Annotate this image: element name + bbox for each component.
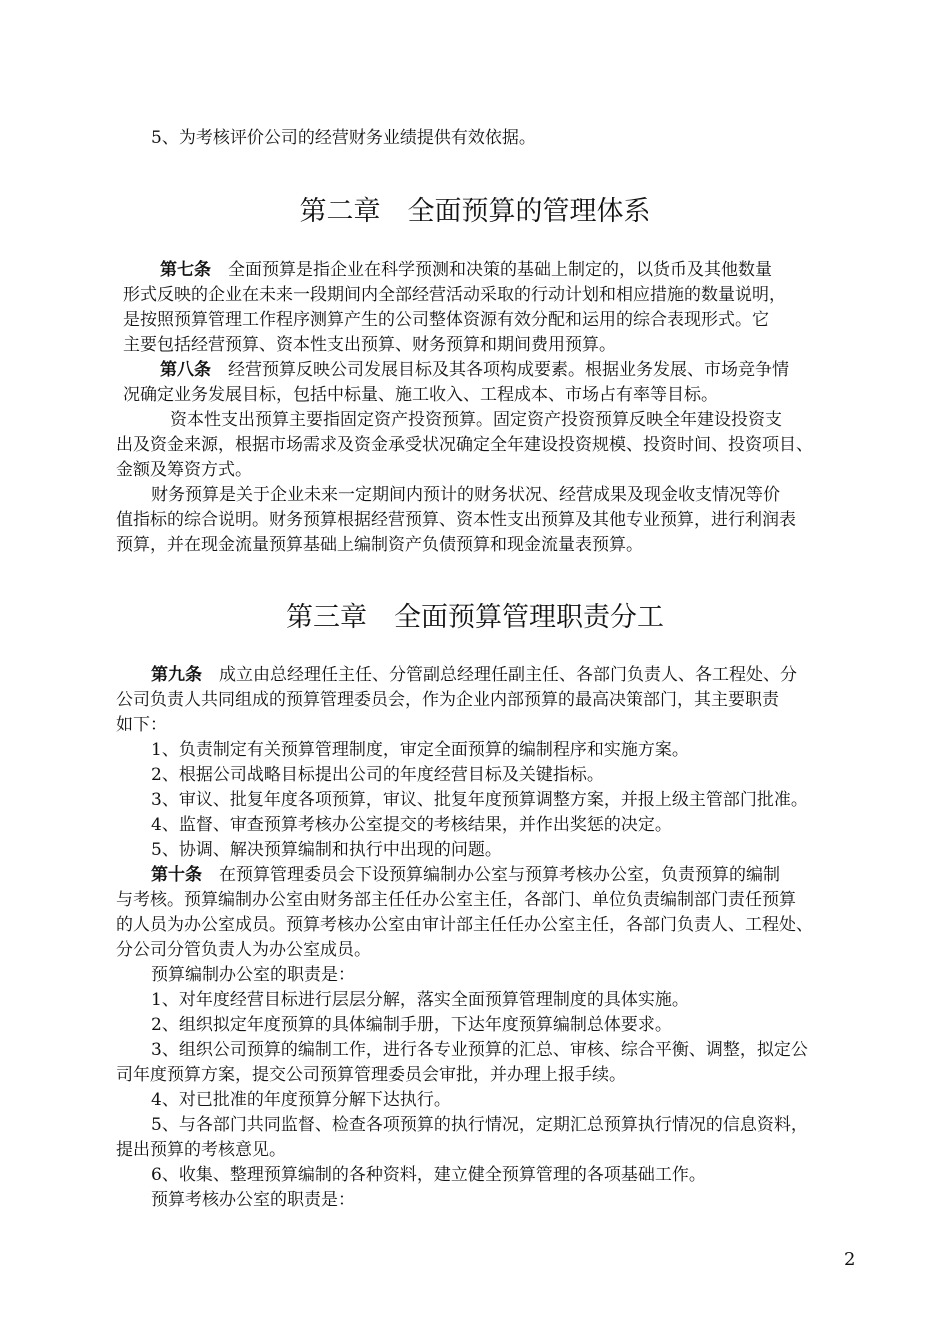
paragraph-line: 值指标的综合说明。财务预算根据经营预算、资本性支出预算及其他专业预算，进行利润表: [116, 510, 796, 530]
article-9-first-line: [151, 663, 797, 687]
paragraph-line: 提出预算的考核意见。: [116, 1140, 286, 1160]
paragraph-line: 主要包括经营预算、资本性支出预算、财务预算和期间费用预算。: [123, 335, 616, 355]
list-item: 2、根据公司战略目标提出公司的年度经营目标及关键指标。: [151, 765, 604, 785]
list-item: 1、对年度经营目标进行层层分解，落实全面预算管理制度的具体实施。: [151, 990, 689, 1010]
list-item: 5、与各部门共同监督、检查各项预算的执行情况，定期汇总预算执行情况的信息资料，: [151, 1115, 808, 1135]
article-8-text: 经营预算反映公司发展目标及其各项构成要素。根据业务发展、市场竞争情: [211, 360, 789, 380]
list-item: 4、监督、审查预算考核办公室提交的考核结果，并作出奖惩的决定。: [151, 815, 672, 835]
article-9-label: 第九条: [151, 665, 202, 685]
article-8-first-line: [160, 358, 789, 382]
paragraph-line: 公司负责人共同组成的预算管理委员会，作为企业内部预算的最高决策部门，其主要职责: [116, 690, 779, 710]
list-item: 5、为考核评价公司的经营财务业绩提供有效依据。: [151, 128, 536, 148]
paragraph-line: 况确定业务发展目标，包括中标量、施工收入、工程成本、市场占有率等目标。: [123, 385, 718, 405]
chapter-title: 第三章 全面预算管理职责分工: [286, 602, 664, 633]
article-7-label: 第七条: [160, 260, 211, 280]
chapter-title: 第二章 全面预算的管理体系: [299, 196, 651, 227]
article-8-label: 第八条: [160, 360, 211, 380]
article-10-label: 第十条: [151, 865, 202, 885]
paragraph-line: 资本性支出预算主要指固定资产投资预算。固定资产投资预算反映全年建设投资支: [170, 410, 782, 430]
page-number: 2: [844, 1249, 856, 1270]
article-7-text: 全面预算是指企业在科学预测和决策的基础上制定的，以货币及其他数量: [211, 260, 772, 280]
paragraph-line: 的人员为办公室成员。预算考核办公室由审计部主任任办公室主任，各部门负责人、工程处、: [116, 915, 813, 935]
list-item: 3、组织公司预算的编制工作，进行各专业预算的汇总、审核、综合平衡、调整，拟定公: [151, 1040, 808, 1060]
article-9-text: 成立由总经理任主任、分管副总经理任副主任、各部门负责人、各工程处、分: [202, 665, 797, 685]
article-7-first-line: [160, 258, 772, 282]
paragraph-line: 金额及筹资方式。: [116, 460, 252, 480]
list-item: 5、协调、解决预算编制和执行中出现的问题。: [151, 840, 502, 860]
paragraph-line: 财务预算是关于企业未来一定期间内预计的财务状况、经营成果及现金收支情况等价: [151, 485, 780, 505]
list-item: 1、负责制定有关预算管理制度，审定全面预算的编制程序和实施方案。: [151, 740, 689, 760]
list-item: 6、收集、整理预算编制的各种资料，建立健全预算管理的各项基础工作。: [151, 1165, 706, 1185]
article-10-first-line: [151, 863, 780, 887]
paragraph-line: 司年度预算方案，提交公司预算管理委员会审批，并办理上报手续。: [116, 1065, 626, 1085]
paragraph-line: 与考核。预算编制办公室由财务部主任任办公室主任，各部门、单位负责编制部门责任预算: [116, 890, 796, 910]
paragraph-line: 是按照预算管理工作程序测算产生的公司整体资源有效分配和运用的综合表现形式。它: [123, 310, 769, 330]
section-heading: 预算编制办公室的职责是：: [151, 965, 355, 985]
article-10-text: 在预算管理委员会下设预算编制办公室与预算考核办公室，负责预算的编制: [202, 865, 780, 885]
paragraph-line: 出及资金来源，根据市场需求及资金承受状况确定全年建设投资规模、投资时间、投资项目、: [116, 435, 813, 455]
paragraph-line: 形式反映的企业在未来一段期间内全部经营活动采取的行动计划和相应措施的数量说明，: [123, 285, 786, 305]
list-item: 3、审议、批复年度各项预算，审议、批复年度预算调整方案，并报上级主管部门批准。: [151, 790, 808, 810]
paragraph-line: 预算，并在现金流量预算基础上编制资产负债预算和现金流量表预算。: [116, 535, 643, 555]
list-item: 2、组织拟定年度预算的具体编制手册，下达年度预算编制总体要求。: [151, 1015, 672, 1035]
paragraph-line: 如下：: [116, 715, 167, 735]
list-item: 4、对已批准的年度预算分解下达执行。: [151, 1090, 451, 1110]
section-heading: 预算考核办公室的职责是：: [151, 1190, 355, 1210]
paragraph-line: 分公司分管负责人为办公室成员。: [116, 940, 371, 960]
